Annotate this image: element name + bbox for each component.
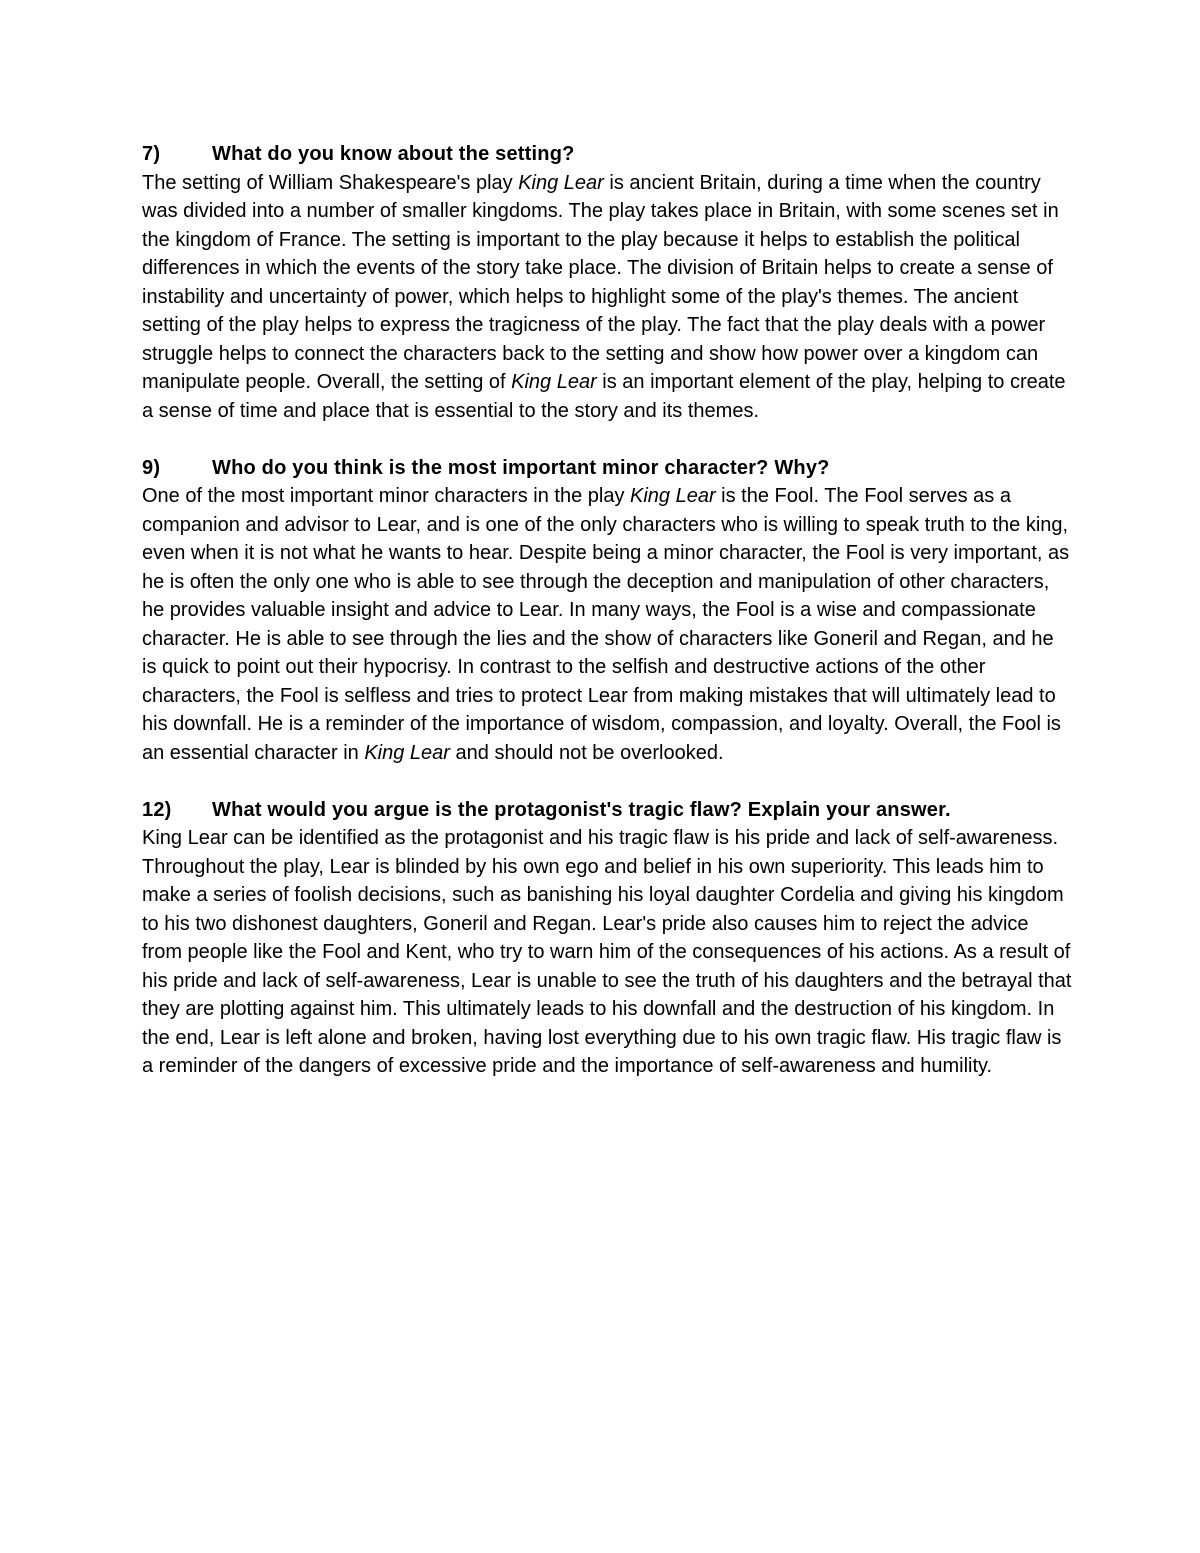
question-number: 12) [142, 798, 172, 821]
question-heading [142, 140, 1072, 169]
answer-text-run: and should not be overlooked. [449, 741, 724, 764]
answer-text-run: King Lear can be identified as the protagonist and his tragic flaw is his pride and lack of self-awareness. Throughout the play, Lear is blinded by his own ego and belief in his own superiority. This leads him to make a series of foolish decisions, such as banishing his loyal daughter Cordelia and giving his kingdom to his two dishonest daughters, Goneril and Regan. Lear's pride also causes him to reject the advice from people like the Fool and Kent, who try to warn him of the consequences of his actions. As a result of his pride and lack of self-awareness, Lear is unable to see the truth of his daughters and the betrayal that they are plotting against him. This ultimately leads to his downfall and the destruction of his kingdom. In the end, Lear is left alone and broken, having lost everything due to his own tragic flaw. His tragic flaw is a reminder of the dangers of excessive pride and the importance of self-awareness and humility. [142, 827, 1072, 1077]
answer-paragraph [142, 482, 1072, 767]
question-text: What do you know about the setting? [212, 143, 575, 165]
italic-title-text: King Lear [511, 371, 597, 393]
answer-text-run: is the Fool. The Fool serves as a companion and advisor to Lear, and is one of the only characters who is willing to speak truth to the king, even when it is not what he wants to hear. Despite being a minor character, the Fool is very important, as he is often the only one who is able to see through the deception and manipulation of other characters, he provides valuable insight and advice to Lear. In many ways, the Fool is a wise and compassionate character. He is able to see through the lies and the show of characters like Goneril and Regan, and he is quick to point out their hypocrisy. In contrast to the selfish and destructive actions of the other characters, the Fool is selfless and tries to protect Lear from making mistakes that will ultimately lead to his downfall. He is a reminder of the importance of wisdom, compassion, and loyalty. Overall, the Fool is an essential character in [142, 485, 1070, 764]
qa-block-12 [142, 796, 1072, 1081]
question-heading [142, 796, 1072, 825]
italic-title-text: King Lear [518, 171, 604, 194]
document-page [142, 140, 1072, 1109]
italic-title-text: King Lear [364, 741, 450, 764]
answer-paragraph [142, 824, 1072, 1081]
qa-block-9 [142, 454, 1072, 768]
italic-title-text: King Lear [630, 485, 716, 507]
answer-text-run: One of the most important minor characters in the play [142, 485, 630, 507]
answer-text-run: is an important element of the play, helping to create a sense of time and place that is essential to the story and its themes. [142, 371, 1066, 422]
answer-paragraph [142, 169, 1072, 426]
qa-block-7 [142, 140, 1072, 425]
question-number: 9) [142, 456, 161, 479]
question-text: What would you argue is the protagonist's tragic flaw? Explain your answer. [212, 798, 951, 821]
question-heading [142, 454, 1072, 483]
answer-text-run: The setting of William Shakespeare's play [142, 171, 519, 194]
question-number: 7) [142, 143, 161, 165]
question-text: Who do you think is the most important minor character? Why? [212, 456, 830, 479]
answer-text-run: is ancient Britain, during a time when the country was divided into a number of smaller kingdoms. The play takes place in Britain, with some scenes set in the kingdom of France. The setting is important to the play because it helps to establish the political differences in which the events of the story take place. The division of Britain helps to create a sense of instability and uncertainty of power, which helps to highlight some of the play's themes. The ancient setting of the play helps to express the tragicness of the play. The fact that the play deals with a power struggle helps to connect the characters back to the setting and show how power over a kingdom can manipulate people. Overall, the setting of [142, 171, 1059, 393]
